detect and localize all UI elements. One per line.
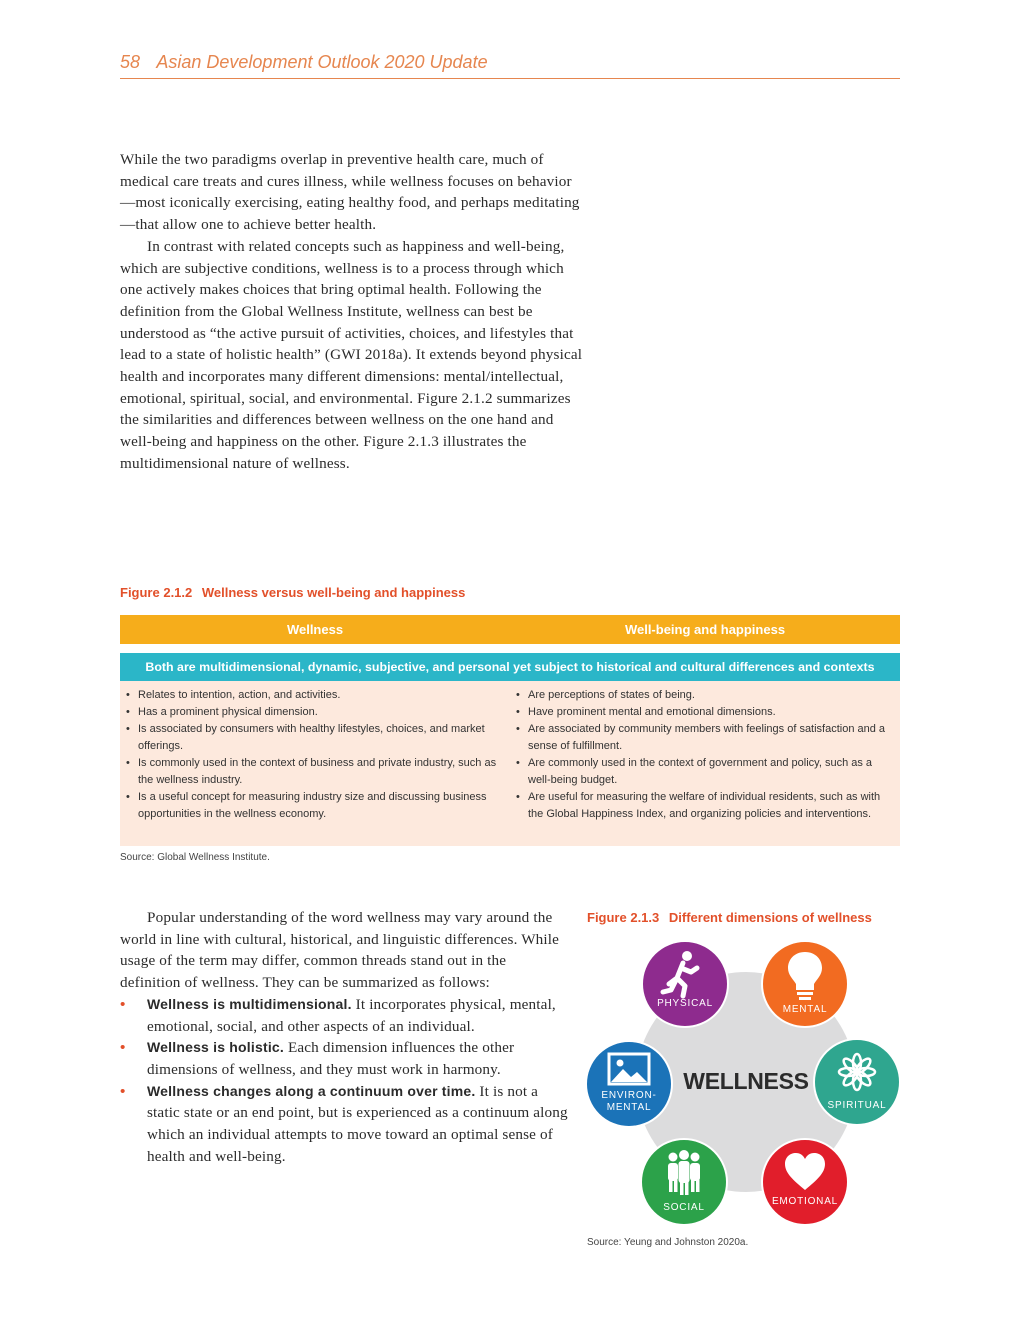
list-item [120, 994, 570, 1037]
dimension-label-line-1: ENVIRON- [601, 1090, 657, 1101]
bullet-text: It incorporates physical, mental, emotional, social, and other aspects of an individual. [147, 995, 556, 1035]
list-item: • Is a useful concept for measuring industry size and discussing business opportunities in the wellness economy. [124, 789, 510, 823]
list-item: • Are useful for measuring the welfare of individual residents, such as with the Global Happiness Index, and organizing policies and interventions. [514, 789, 900, 823]
wellness-traits-list [120, 994, 570, 1168]
figure-caption: Different dimensions of wellness [668, 910, 872, 925]
dimension-label [587, 1090, 671, 1114]
intro-text [120, 149, 585, 475]
wheel-center-label: WELLNESS [683, 1068, 809, 1094]
comparison-table-header [120, 615, 900, 644]
comparison-table-body [120, 681, 900, 846]
wellness-wheel [580, 932, 910, 1232]
dimension-spiritual [813, 1038, 901, 1126]
heart-icon [763, 1140, 847, 1224]
dimension-mental [761, 940, 849, 1028]
column-header-wellness: Wellness [286, 622, 344, 637]
list-item [120, 1037, 570, 1080]
figure-2-1-2-title [120, 585, 465, 600]
figure-2-1-3-title [587, 910, 872, 925]
bullet-lead: Wellness is multidimensional. [147, 995, 352, 1012]
bullet-text: Each dimension influences the other dimensions of wellness, and they must work in harmony. [147, 1039, 515, 1078]
list-item: • Has a prominent physical dimension. [124, 704, 510, 721]
dimension-label: SOCIAL [663, 1202, 705, 1213]
running-header [120, 52, 900, 79]
figure-number: Figure 2.1.3 [587, 910, 660, 925]
intro-paragraph-1: While the two paradigms overlap in preventive health care, much of medical care treats and cures illness, while wellness focuses on behavior—most iconically exercising, eating healthy food, and perhaps meditating—that allow one to achieve better health. [120, 151, 580, 234]
list-item: • Are associated by community members with feelings of satisfaction and a sense of fulfillment. [514, 721, 900, 755]
list-item: • Is commonly used in the context of business and private industry, such as the wellness industry. [124, 755, 510, 789]
list-item: • Have prominent mental and emotional dimensions. [514, 704, 900, 721]
page-number: 58 [120, 52, 141, 72]
dimension-social [640, 1138, 728, 1226]
dimension-label: EMOTIONAL [771, 1196, 839, 1207]
shared-traits-row: Both are multidimensional, dynamic, subjective, and personal yet subject to historical and cultural differences and contexts [120, 653, 900, 681]
figure-2-1-3-source: Source: Yeung and Johnston 2020a. [587, 1237, 749, 1248]
publication-title: Asian Development Outlook 2020 Update [156, 52, 488, 72]
list-item: • Relates to intention, action, and activities. [124, 687, 510, 704]
figure-number: Figure 2.1.2 [120, 585, 193, 600]
wellness-column [120, 681, 510, 846]
dimension-label: PHYSICAL [657, 998, 713, 1009]
dimension-label: MENTAL [782, 1004, 828, 1015]
bullet-lead: Wellness changes along a continuum over time. [147, 1082, 476, 1099]
intro-paragraph-2: In contrast with related concepts such as happiness and well-being, which are subjective conditions, wellness is to a process through which one actively makes choices that bring optimal health. Following the definition from the Global Wellness Institute, wellness can best be understood as “the active pursuit of activities, choices, and lifestyles that lead to a state of holistic health” (GWI 2018a). It extends beyond physical health and incorporates many different dimensions: mental/intellectual, emotional, spiritual, social, and environmental. Figure 2.1.2 summarizes the similarities and differences between wellness on the one hand and well-being and happiness on the other. Figure 2.1.3 illustrates the multidimensional nature of wellness. [120, 237, 583, 472]
list-item: • Are perceptions of states of being. [514, 687, 900, 704]
list-item: • Are commonly used in the context of government and policy, such as a well-being budget. [514, 755, 900, 789]
dimension-physical [641, 940, 729, 1028]
section-2-paragraph: Popular understanding of the word wellness may vary around the world in line with cultural, historical, and linguistic differences. While usage of the term may differ, common threads stand out in the definition of wellness. They can be summarized as follows: [120, 909, 560, 992]
dimension-emotional [761, 1138, 849, 1226]
dimension-label-line-2: MENTAL [606, 1102, 652, 1113]
list-item [120, 1081, 570, 1168]
column-header-wellbeing: Well-being and happiness [624, 622, 786, 637]
bullet-lead: Wellness is holistic. [147, 1039, 284, 1056]
list-item: • Is associated by consumers with healthy lifestyles, choices, and market offerings. [124, 721, 510, 755]
section-2-text [120, 907, 570, 1167]
figure-caption: Wellness versus well-being and happiness [201, 585, 466, 600]
runner-icon [643, 942, 727, 1026]
dimension-label: SPIRITUAL [827, 1100, 887, 1111]
bullet-text: It is not a static state or an end point, but is experienced as a continuum along which an individual attempts to move toward an optimal sense of health and well-being. [147, 1082, 568, 1165]
wellbeing-column [510, 681, 900, 846]
figure-2-1-2-source: Source: Global Wellness Institute. [120, 852, 270, 863]
dimension-environmental [585, 1040, 673, 1128]
